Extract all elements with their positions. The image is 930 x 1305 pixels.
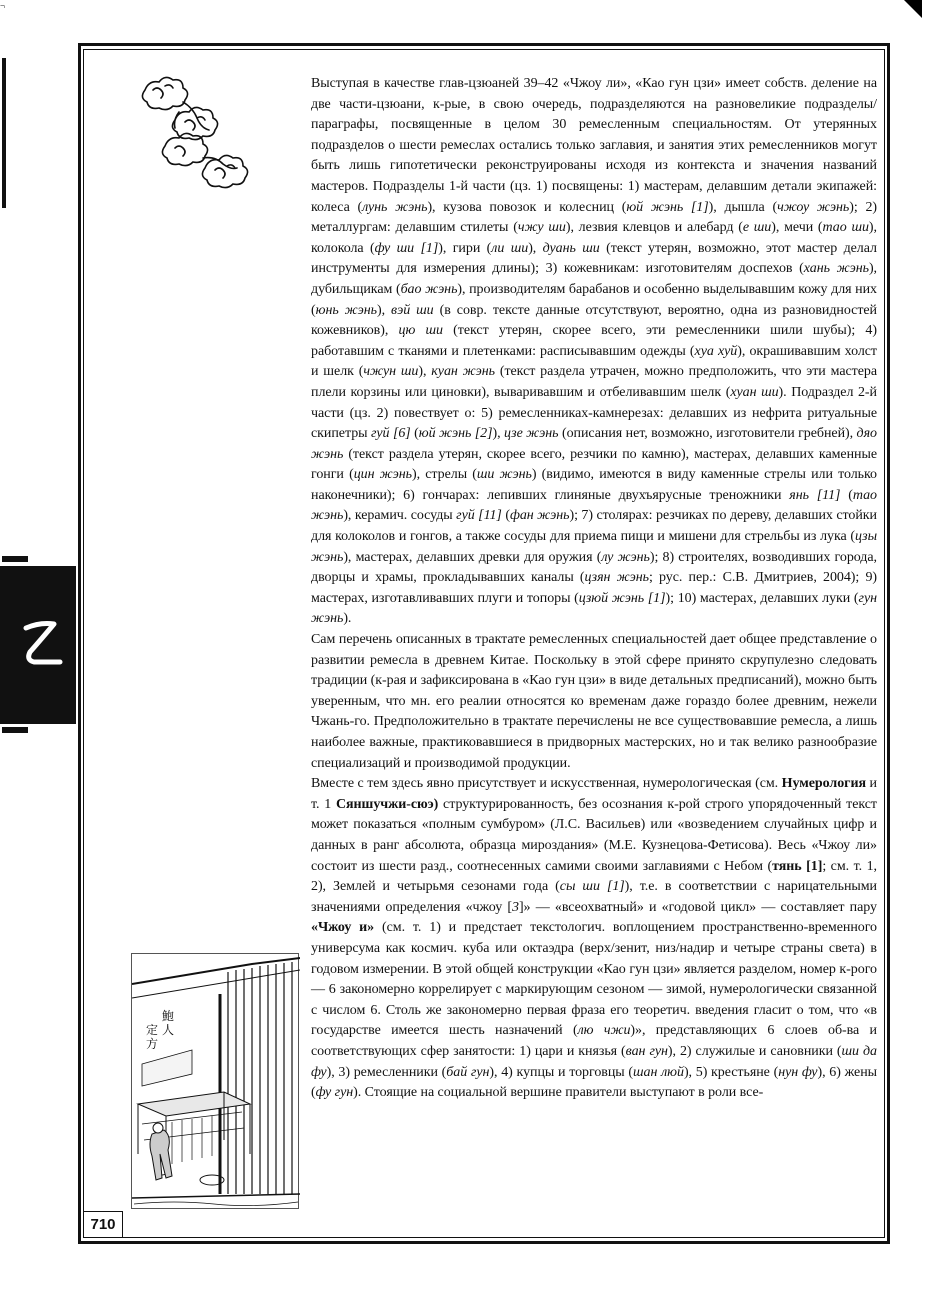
italic-term: цин жэнь <box>353 467 412 483</box>
text-run: ), керамич. сосуды <box>343 508 457 524</box>
illustration-caption-glyph: 鮑 <box>162 1009 175 1023</box>
text-run: ), мастерах, делавших древки для оружия ( <box>343 549 602 565</box>
article-paragraph <box>311 74 877 630</box>
text-run: Выступая в качестве глав-цзюаней 39–42 «Чжоу ли», «Као гун цзи» имеет собств. деление на две части-цзюани, к-рые, в свою очередь, подразделяются на разновеликие подразделы/параграфы, посвященные в целом 30 ремесленным специальностям. От утерянных подразделов о шести ремеслах остались только заглавия, и занятия этих ремесленников могут быть лишь гипотетически реконструированы исходя из контекста и значения названий мастеров. Подразделы 1-й части (цз. 1) посвящены: 1) мастерам, делавшим детали экипажей: колеса ( <box>311 76 877 215</box>
italic-term: хуа хуй <box>694 343 738 359</box>
text-run: ). <box>343 611 352 627</box>
text-run: ), <box>376 302 392 318</box>
italic-term: тао ши <box>822 220 869 236</box>
italic-term: е ши <box>742 220 772 236</box>
text-run: ; рус. пер.: С.В. Дмитриев, 2004); 9) мастерах, изготавливавших плуги и топоры ( <box>311 570 878 606</box>
text-run: ( <box>410 426 419 442</box>
italic-term: юй жэнь [1] <box>626 199 709 215</box>
italic-term: фу гун <box>315 1085 354 1101</box>
italic-term: цзы жэнь <box>311 529 877 565</box>
text-run: ), гири ( <box>438 240 492 256</box>
corner-mark: ¬ <box>0 1 6 11</box>
italic-term: дуань ши <box>542 240 600 256</box>
text-run: ), колокола ( <box>311 220 877 256</box>
italic-term: лу жэнь <box>601 549 650 565</box>
text-run: ), 6) жены ( <box>311 1064 877 1101</box>
italic-term: гуй [11] <box>456 508 502 524</box>
text-run: и т. 1 <box>311 776 877 812</box>
italic-term: бао жэнь <box>400 281 458 297</box>
text-run: ), лезвия клевцов и алебард ( <box>565 220 743 236</box>
article-text-column <box>311 74 877 1104</box>
text-run: ; см. т. 1, 2), Землей и четырьмя сезонами года ( <box>311 858 877 895</box>
italic-term: хуан ши <box>730 384 779 400</box>
italic-term: цзян жэнь <box>584 570 649 586</box>
thumb-index-tab <box>0 566 76 724</box>
text-run: ), дышла ( <box>708 199 778 215</box>
text-run: ), <box>492 426 505 442</box>
text-run: ), 5) крестьяне ( <box>683 1064 779 1080</box>
corner-arrow-icon <box>904 0 922 18</box>
text-run: (см. т. 1) и предстает текстологич. воплощением пространственно-временного универсума как космич. куба или октаэдра (верх/зенит, низ/надир и четыре страны света) в годовом измерении. В этой общей конструкции «Као гун цзи» является разделом, номер к-рого — 6 закономерно коррелирует с маркирующим сезоном — зимой, нумерологически связанной с числом 6. Столь же закономерно первая фраза его теоретич. введения гласит о том, что «в государстве имеется шесть назначений ( <box>311 920 878 1039</box>
text-run: ); 10) мастерах, делавших луки ( <box>665 590 859 606</box>
text-run: ), окрашивавшим холст и шелк ( <box>311 343 878 380</box>
page-number-box <box>83 1211 123 1238</box>
text-run: ]» — «всеохватный» и «годовой цикл» — составляет пару <box>518 899 877 915</box>
text-run: ), производителям барабанов и особенно выделывавшим кожу для них ( <box>311 281 877 318</box>
italic-term: дяо жэнь <box>311 426 877 462</box>
italic-term: лю чжи <box>577 1023 631 1039</box>
text-run: (текст утерян, возможно, этот мастер делал инструменты для измерения длины); 3) кожевникам: изготовителям доспехов ( <box>311 240 877 277</box>
thumb-tab-tick <box>2 556 28 562</box>
italic-term: ли ши <box>491 240 529 256</box>
text-run: (в совр. тексте данные отсутствуют, вероятно, одна из разновидностей кожевников), <box>311 302 877 339</box>
italic-term: ши да фу <box>311 1043 877 1080</box>
text-run: Сам перечень описанных в трактате ремесленных специальностей дает общее представление о развитии ремесла в древнем Китае. Поскольку в этой сфере принято скрупулезно следовать традиции (к-рая и зафиксирована в «Као гун цзи» в виде детальных предписаний), можно быть уверенным, что мн. его реалии относятся ко временам даже гораздо более древним, нежели Чжань-го. Предположительно в трактате перечислены не все существовавшие ремесла, а лишь наиболее важные, практиковавшиеся в придворных мастерских, но и так велико разнообразие специализаций и производимой продукции. <box>311 632 877 771</box>
italic-term: чжу ши <box>517 220 566 236</box>
woodcut-workshop-scene-icon <box>132 954 300 1210</box>
italic-term: гуй [6] <box>370 426 411 442</box>
text-run: ), 2) служилые и сановники ( <box>667 1043 842 1059</box>
text-run: ); 8) строителях, возводивших города, дворцы и храмы, прокладывавших каналы ( <box>311 549 877 586</box>
italic-term: фу ши [1] <box>374 240 439 256</box>
text-run: ), 4) купцы и торговцы ( <box>489 1064 633 1080</box>
page-number: 710 <box>90 1216 116 1233</box>
text-run: (текст раздела утерян, скорее всего, резчики по камню), мастерах, делавших каменные гонги ( <box>311 446 877 483</box>
italic-term: ши жэнь <box>476 467 532 483</box>
text-run: ), <box>418 364 432 380</box>
text-run: ) (видимо, имеются в виду каменные стрелы или только наконечники); 6) гончарах: лепивших глиняные двухъярусные треножники <box>311 467 878 503</box>
bold-reference: тянь [1] <box>772 858 823 874</box>
text-run: (текст утерян, скорее всего, эти ремесленники шили шубы); 4) работавшим с тканями и плетенками: расписывавшим одежды ( <box>311 323 877 359</box>
thumb-tab-tick <box>2 727 28 733</box>
italic-term: чжоу жэнь <box>777 199 850 215</box>
italic-term: фан жэнь <box>509 508 570 524</box>
illustration-caption-glyph: 方 <box>146 1037 159 1051</box>
illustration-caption-glyph: 人 <box>162 1023 175 1037</box>
italic-term: нун фу <box>778 1064 818 1080</box>
italic-term: гун жэнь <box>311 590 878 627</box>
bold-reference: Нумерология <box>781 776 867 792</box>
italic-term: сы ши [1] <box>559 879 625 895</box>
text-run: ( <box>840 487 853 503</box>
text-run: ); 7) столярах: резчиках по дереву, делавших стойки для колоколов и гонгов, а также сосуды для приема пищи и мишени для стрельбы из лука ( <box>311 508 878 545</box>
italic-term: янь [11] <box>789 487 841 503</box>
text-run: ), дубильщикам ( <box>311 261 877 297</box>
text-run: ), мечи ( <box>771 220 823 236</box>
text-run: Вместе с тем здесь явно присутствует и искусственная, нумерологическая (см. <box>311 776 782 792</box>
cloud-scroll-ornament-icon <box>135 72 265 202</box>
italic-term: 3 <box>511 899 519 915</box>
italic-term: цю ши <box>398 323 443 339</box>
italic-term: юй жэнь [2] <box>418 426 493 442</box>
italic-term: тао жэнь <box>311 487 878 524</box>
text-run: (текст раздела утрачен, можно предположить, что эти мастера плели корзины или циновки), вываривавшим и отбеливавшим шелк ( <box>311 364 877 400</box>
italic-term: куан жэнь <box>431 364 495 380</box>
thumb-tab-glyph-icon <box>0 566 76 724</box>
text-run: ), кузова повозок и колесниц ( <box>427 199 627 215</box>
italic-term: цзюй жэнь [1] <box>578 590 666 606</box>
text-run: (описания нет, возможно, изготовители гребней), <box>558 426 857 442</box>
italic-term: чжун ши <box>363 364 419 380</box>
text-run: ), т.е. в соответствии с нарицательными значениями определения «чжоу [ <box>311 879 877 915</box>
italic-term: ван гун <box>625 1043 668 1059</box>
italic-term: бай гун <box>446 1064 490 1080</box>
text-run: )», представляющих 6 слоев об-ва и соответствующих сфер занятости: 1) цари и князья ( <box>311 1023 877 1059</box>
italic-term: вэй ши <box>391 302 434 318</box>
article-paragraph <box>311 630 877 774</box>
illustration-caption-glyph: 定 <box>146 1023 159 1037</box>
text-run: ); 2) металлургам: делавшим стилеты ( <box>311 199 878 236</box>
italic-term: юнь жэнь <box>315 302 377 318</box>
text-run: ), стрелы ( <box>412 467 477 483</box>
left-edge-rule <box>2 58 6 208</box>
italic-term: лунь жэнь <box>362 199 428 215</box>
text-run: ). Стоящие на социальной вершине правители выступают в роли все- <box>353 1085 764 1101</box>
article-paragraph <box>311 774 877 1104</box>
text-run: ( <box>501 508 510 524</box>
text-run: ), 3) ремесленники ( <box>326 1064 447 1080</box>
italic-term: шан люй <box>633 1064 684 1080</box>
italic-term: хань жэнь <box>803 261 869 277</box>
bold-reference: Сяншучжи-сюэ) <box>335 796 439 812</box>
italic-term: цзе жэнь <box>504 426 559 442</box>
woodcut-workshop-illustration <box>131 953 299 1209</box>
text-run: ), <box>528 240 543 256</box>
bold-reference: «Чжоу и» <box>311 920 375 936</box>
text-run: ). Подраздел 2-й части (цз. 2) повествует о: 5) ремесленниках-камнерезах: делавших из нефрита ритуальные скипетры <box>311 384 877 442</box>
text-run: структурированность, без осознания к-рой строго упорядоченный текст может показаться «полным сумбуром» (Л.С. Васильев) или «возведением случайных цифр и данных в ранг абсолюта, образца мироздания» (М.Е. Кузнецова-Фетисова). Весь «Чжоу ли» состоит из шести разд., соотнесенных самими своими заглавиями с Небом ( <box>311 796 877 874</box>
